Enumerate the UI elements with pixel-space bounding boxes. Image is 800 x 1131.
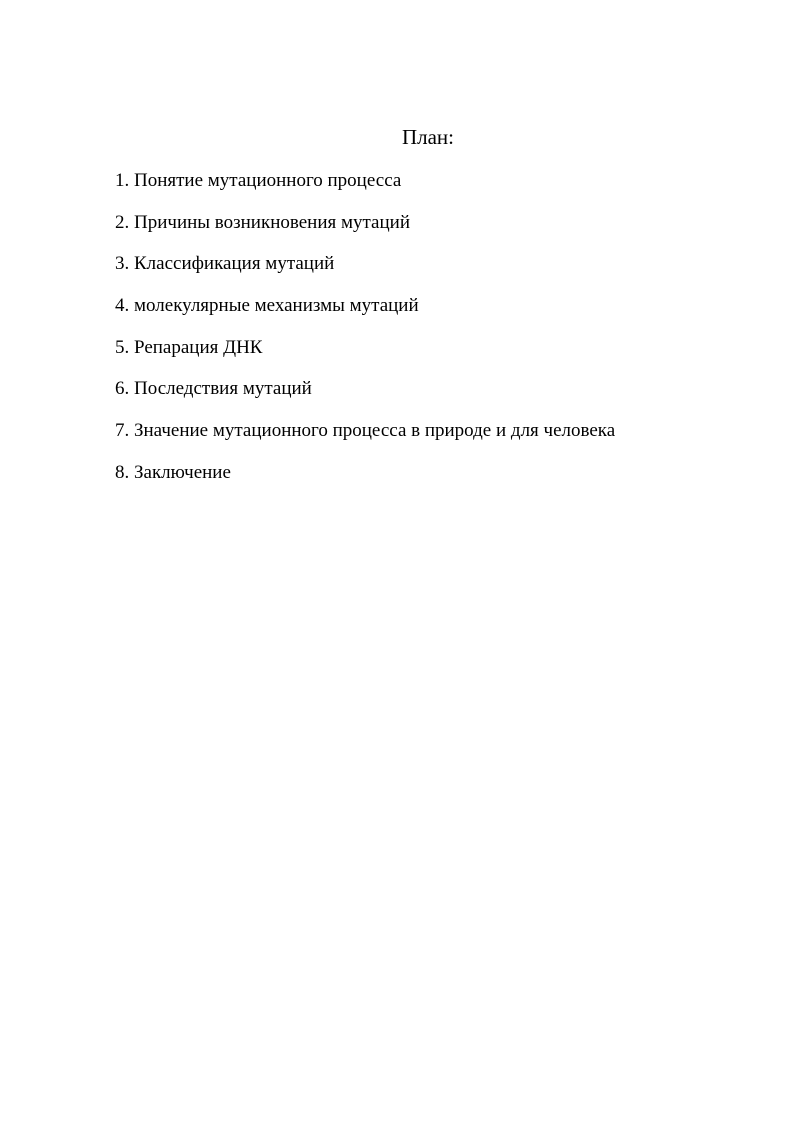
plan-list — [115, 167, 615, 501]
page-title: План: — [401, 125, 455, 149]
plan-item-6: 6. Последствия мутаций — [115, 378, 312, 400]
plan-item-4: 4. молекулярные механизмы мутаций — [115, 295, 419, 317]
plan-item-1: 1. Понятие мутационного процесса — [115, 170, 402, 191]
plan-item-8: 8. Заключение — [115, 461, 231, 483]
plan-item-3: 3. Классификация мутаций — [115, 253, 335, 275]
plan-item-2: 2. Причины возникновения мутаций — [115, 211, 410, 233]
plan-item-7: 7. Значение мутационного процесса в природе и для человека — [115, 420, 616, 442]
plan-item-5: 5. Репарация ДНК — [115, 336, 263, 358]
